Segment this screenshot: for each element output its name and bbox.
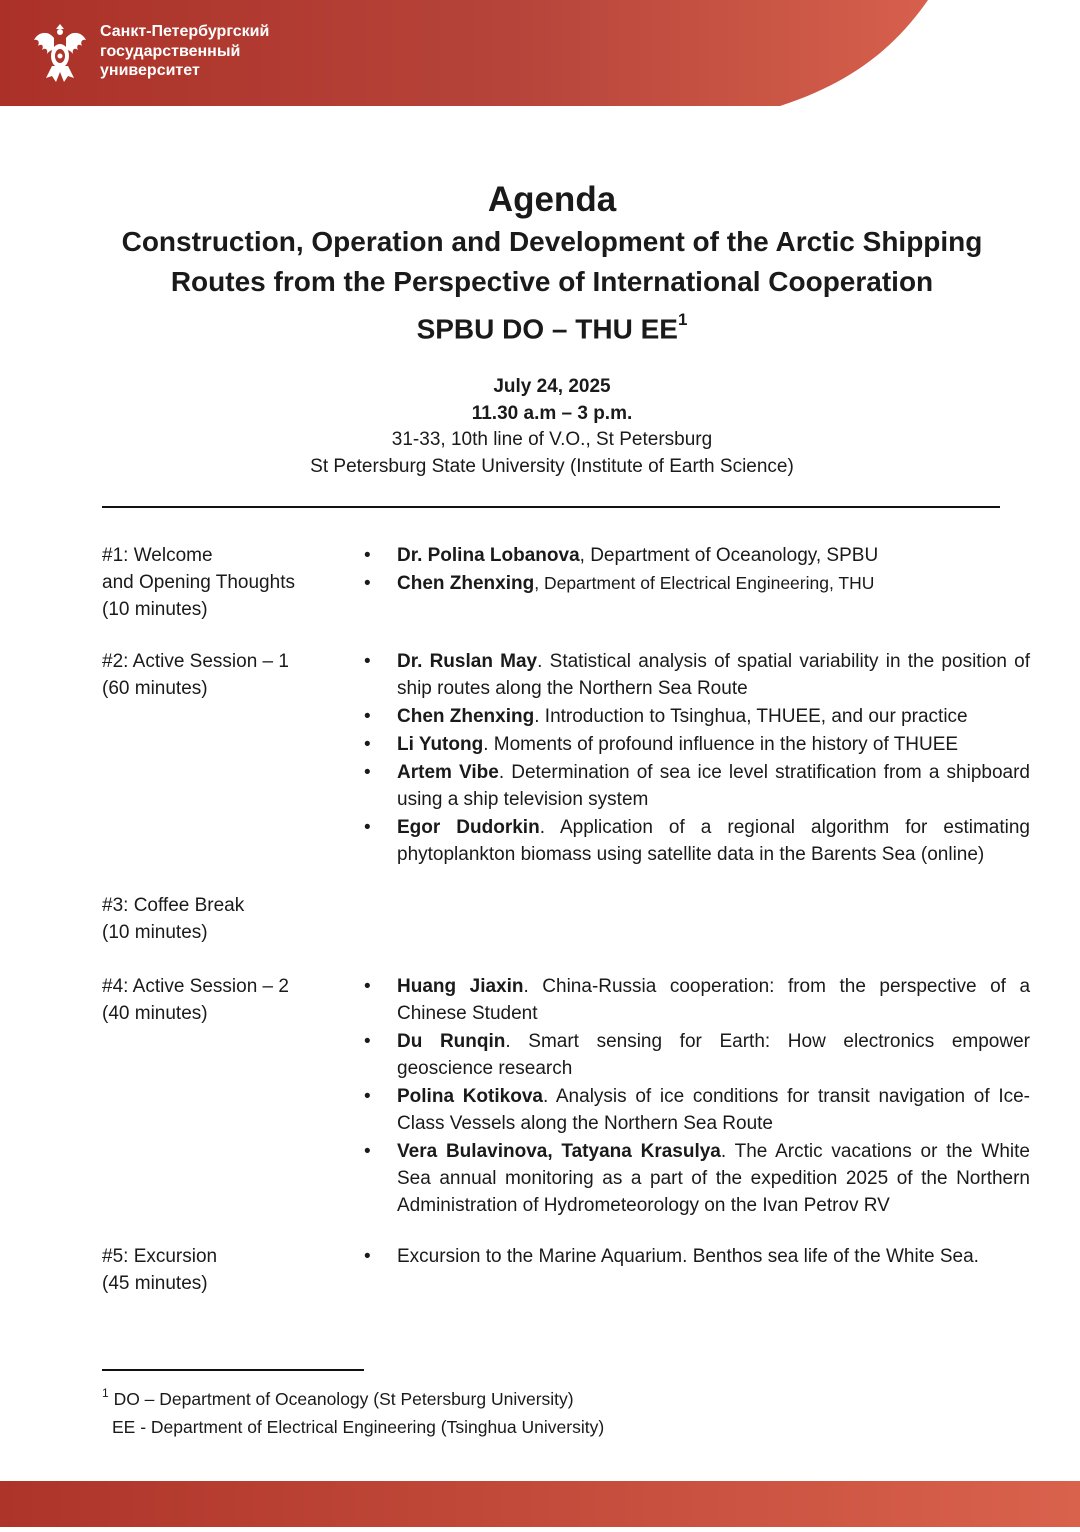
session-label [102,648,342,702]
list-item [364,648,1030,702]
speaker-name: Polina Kotikova [397,1086,543,1107]
list-item [364,1243,1030,1270]
session-label [102,973,342,1027]
item-text: . The Arctic vacations or the White Sea annual monitoring as a part of the expedition 2025 of the Northern Administration of Hydrometeorology on the Ivan Petrov RV [397,1141,1030,1216]
item-text: , Department of Electrical Engineering, THU [534,573,875,593]
speaker-name: Chen Zhenxing [397,706,535,727]
speaker-name: Artem Vibe [397,762,499,783]
university-name-line-2: государственный [100,42,241,60]
list-item [364,542,1030,569]
item-text: , Department of Oceanology, SPBU [579,545,879,566]
item-text: . Statistical analysis of spatial variability in the position of ship routes along the Northern Sea Route [397,651,1031,699]
footnote-mark: 1 [102,1386,109,1400]
speaker-name: Dr. Polina Lobanova [397,545,580,566]
session-items [364,1243,1030,1271]
session-label-line: (60 minutes) [102,678,208,699]
session-label-line: #5: Excursion [102,1246,218,1267]
event-time: 11.30 a.m – 3 p.m. [471,402,633,424]
footnote-reference: 1 [677,310,688,329]
list-item [364,731,1030,758]
footnote-text-1: DO – Department of Oceanology (St Petersburg University) [113,1388,574,1409]
item-text: . China-Russia cooperation: from the perspective of a Chinese Student [397,976,1031,1024]
speaker-name: Egor Dudorkin [397,817,540,838]
footer-banner [0,1481,1080,1527]
university-emblem-icon [30,20,90,86]
list-item [364,1028,1030,1082]
item-text: . Moments of profound influence in the history of THUEE [483,734,959,755]
list-item [364,814,1030,868]
list-item [364,759,1030,813]
session-label [102,542,342,623]
item-text: . Smart sensing for Earth: How electronics empower geoscience research [397,1031,1030,1079]
footer-background [0,1481,1080,1527]
organizations-line [0,302,1080,350]
footnote-line-1 [102,1380,604,1413]
session-label-line: (40 minutes) [102,1003,208,1024]
event-date: July 24, 2025 [493,376,611,397]
header-banner [0,0,1080,106]
divider-line [102,506,1000,508]
footnotes [102,1380,604,1441]
title-block [0,178,1080,350]
item-text: . Analysis of ice conditions for transit navigation of Ice-Class Vessels along the Northern Sea Route [397,1086,1030,1134]
speaker-name: Vera Bulavinova, Tatyana Krasulya [397,1141,721,1162]
session-items [364,973,1030,1220]
list-item [364,973,1030,1027]
speaker-name: Li Yutong [397,734,484,755]
speaker-name: Dr. Ruslan May [397,651,538,672]
session-label [102,1243,342,1297]
session-label-line: (10 minutes) [102,599,208,620]
session-items [364,648,1030,869]
university-name-line-3: университет [100,62,200,79]
item-text: . Introduction to Tsinghua, THUEE, and our practice [534,706,968,727]
session-label-line: (10 minutes) [102,922,208,943]
item-text: . Application of a regional algorithm for estimating phytoplankton biomass using satellite data in the Barents Sea (online) [397,817,1030,865]
session-label-line: and Opening Thoughts [102,572,295,593]
organizations-text: SPBU DO – THU EE [416,313,678,345]
session-label-line: #1: Welcome [102,545,213,566]
university-name-line-1: Санкт-Петербургский [100,23,270,40]
list-item [364,570,1030,597]
session-label-line: #4: Active Session – 2 [102,976,289,997]
item-text: Excursion to the Marine Aquarium. Benthos sea life of the White Sea. [397,1246,979,1267]
list-item [364,1083,1030,1137]
event-address: 31-33, 10th line of V.O., St Petersburg [391,429,713,450]
session-label-line: #3: Coffee Break [102,895,245,916]
list-item [364,703,1030,730]
speaker-name: Chen Zhenxing [397,573,535,594]
session-label-line: (45 minutes) [102,1273,208,1294]
session-label [102,892,342,946]
footnote-line-2: EE - Department of Electrical Engineering (Tsinghua University) [112,1416,605,1437]
footnote-divider [102,1369,364,1371]
item-text: . Determination of sea ice level stratification from a shipboard using a ship television system [397,762,1030,810]
page-title: Agenda [487,180,617,219]
session-label-line: #2: Active Session – 1 [102,651,289,672]
subtitle-line-2: Routes from the Perspective of International Cooperation [170,266,934,297]
university-name [100,22,269,81]
list-item [364,1138,1030,1219]
speaker-name: Du Runqin [397,1031,506,1052]
event-venue: St Petersburg State University (Institute of Earth Science) [310,455,794,477]
speaker-name: Huang Jiaxin [397,976,524,997]
subtitle-line-1: Construction, Operation and Development of the Arctic Shipping [121,226,983,257]
session-items [364,542,1030,598]
event-details [0,374,1080,480]
